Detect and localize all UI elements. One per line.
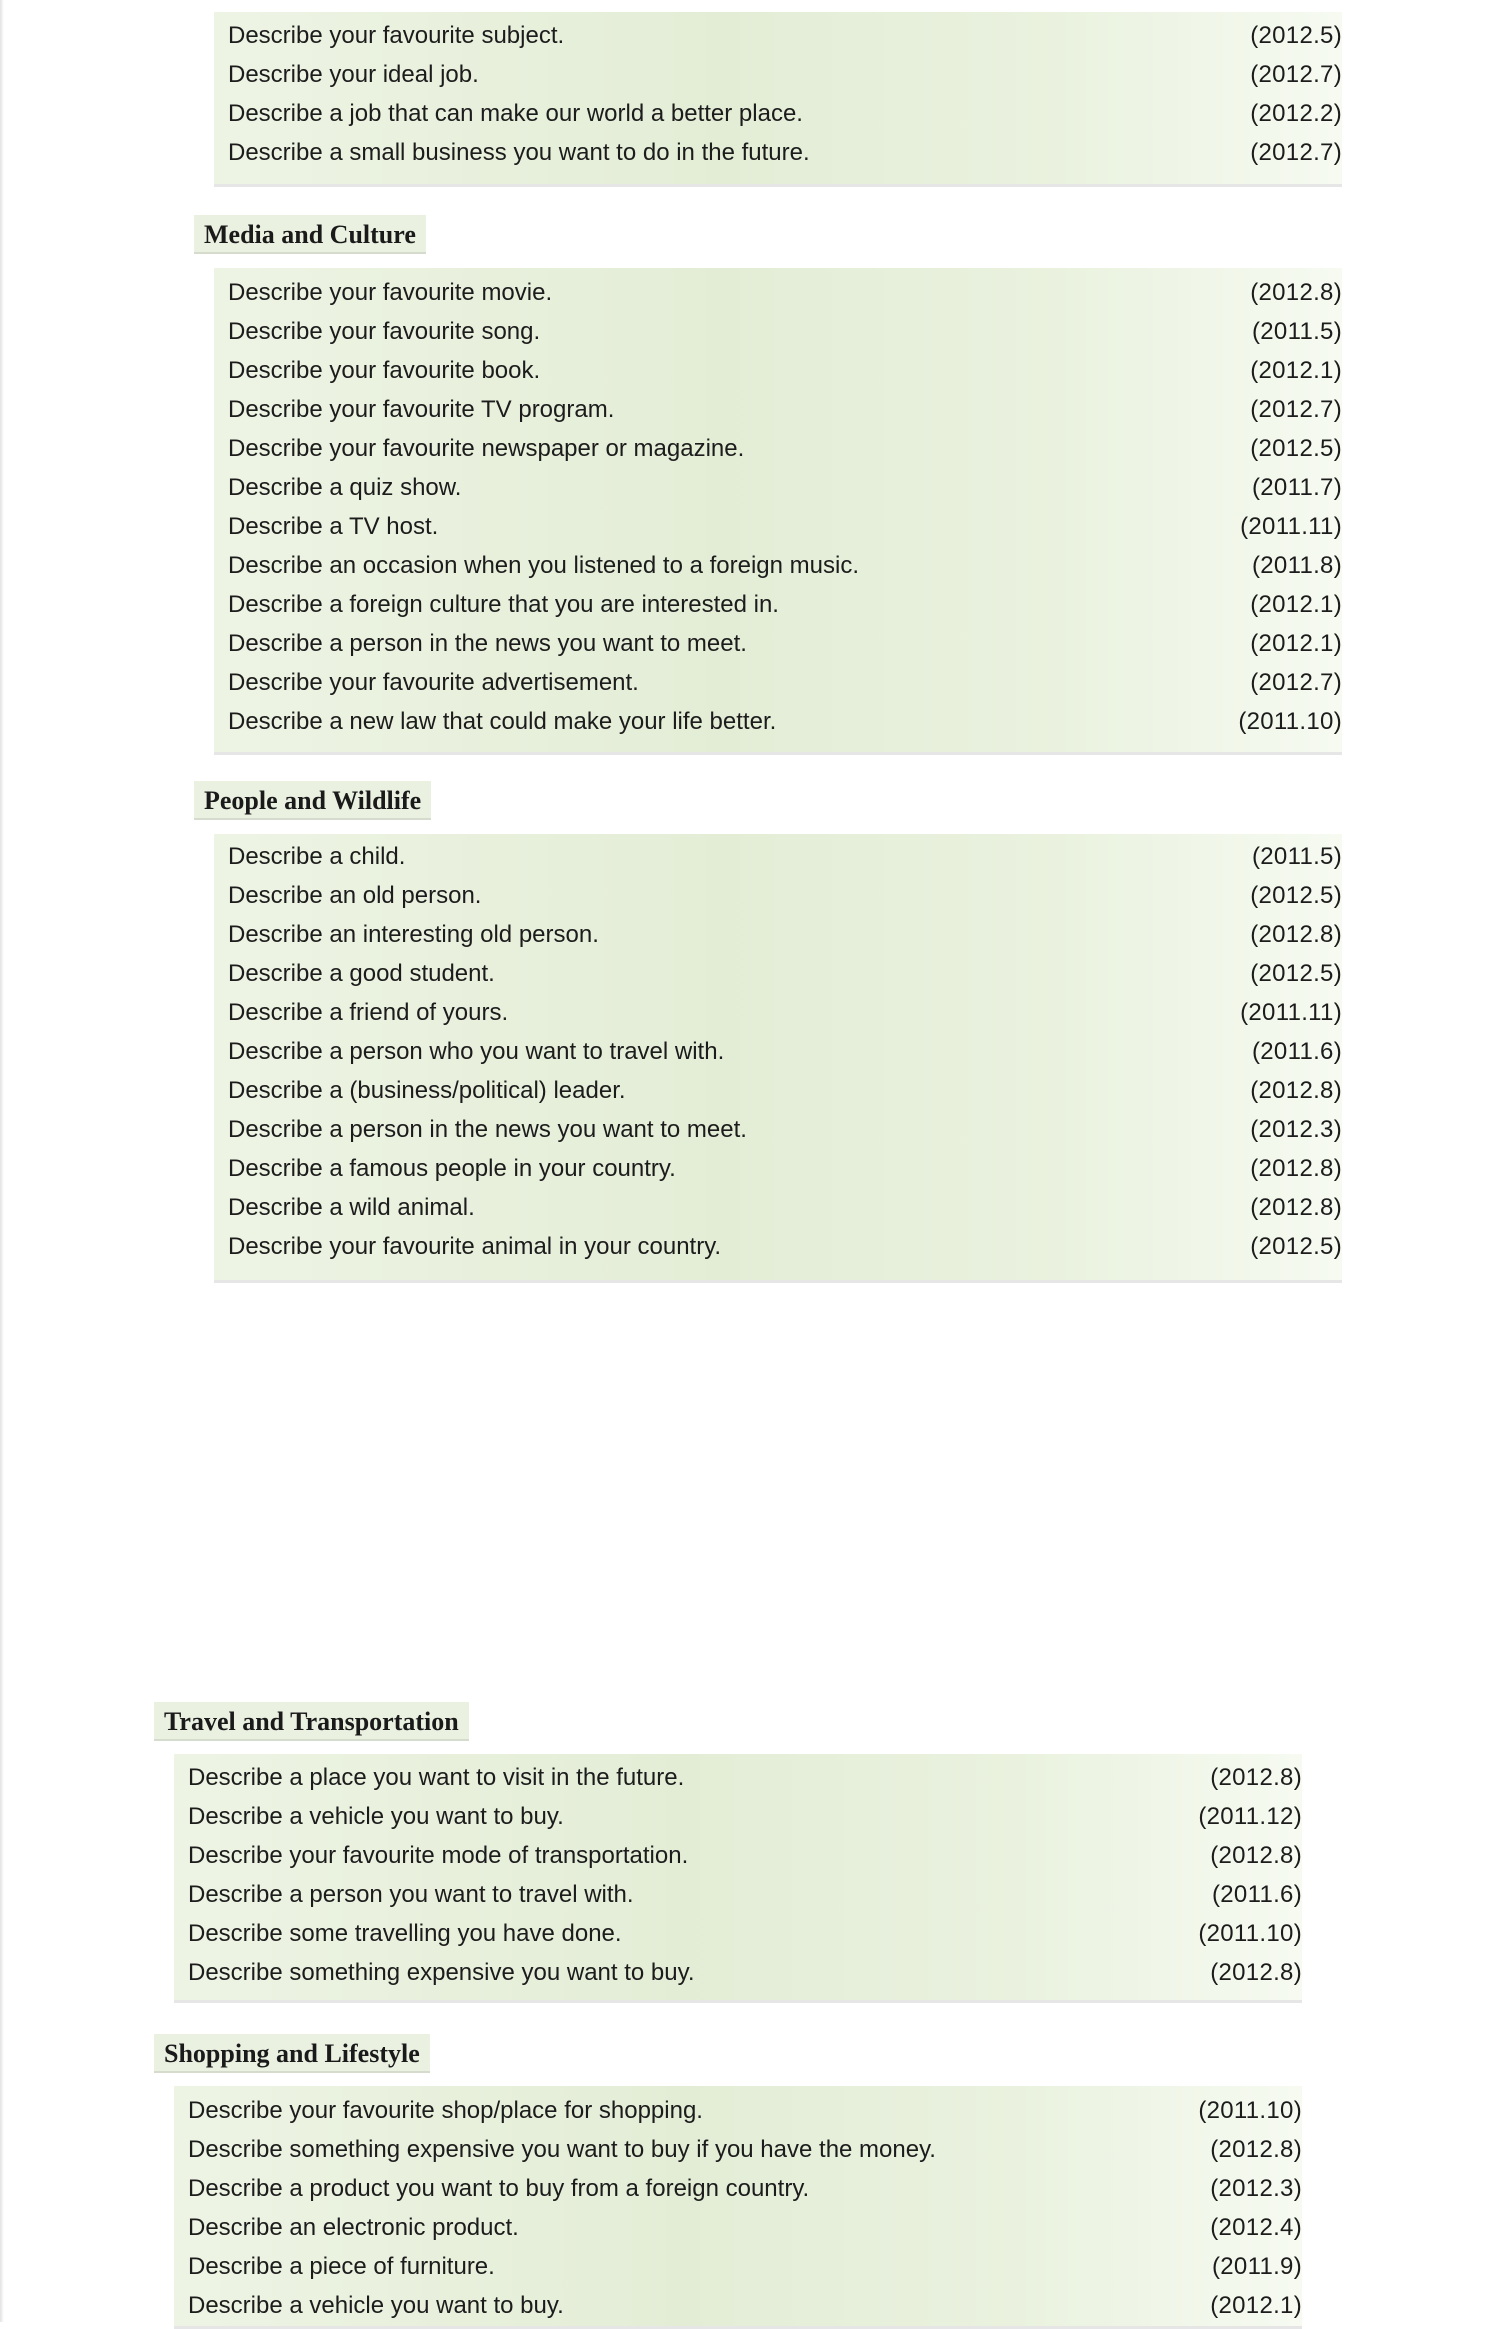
section-header-media: Media and Culture [194, 215, 426, 254]
topic-date: (2011.10) [1198, 2097, 1302, 2124]
topic-date: (2012.5) [1250, 1233, 1342, 1260]
list-item [174, 2247, 1302, 2286]
topic-date: (2012.1) [1250, 357, 1342, 384]
list-item [174, 2130, 1302, 2169]
topic-text: Describe a TV host. [228, 513, 439, 540]
topic-list-travel [174, 1754, 1302, 2003]
list-item [214, 94, 1342, 133]
list-item [214, 133, 1342, 172]
topic-text: Describe your favourite animal in your country. [228, 1233, 722, 1260]
list-item [214, 1032, 1342, 1071]
topic-text: Describe an electronic product. [188, 2214, 519, 2241]
topic-date: (2011.6) [1211, 1881, 1302, 1908]
topic-date: (2012.5) [1250, 22, 1342, 49]
topic-date: (2011.12) [1198, 1803, 1302, 1830]
list-item [174, 1797, 1302, 1836]
list-item [214, 624, 1342, 663]
topic-list-media [214, 268, 1342, 755]
list-item [214, 312, 1342, 351]
topic-text: Describe a place you want to visit in the future. [188, 1764, 685, 1791]
topic-text: Describe a quiz show. [228, 474, 462, 501]
topic-date: (2011.5) [1251, 843, 1342, 870]
topic-date: (2012.7) [1250, 61, 1342, 88]
topic-text: Describe a (business/political) leader. [228, 1077, 626, 1104]
list-item [214, 837, 1342, 876]
topic-text: Describe your ideal job. [228, 61, 479, 88]
topic-date: (2012.8) [1250, 1077, 1342, 1104]
list-item [174, 1836, 1302, 1875]
list-item [214, 585, 1342, 624]
topic-date: (2011.11) [1240, 999, 1342, 1026]
topic-date: (2012.8) [1210, 1842, 1302, 1869]
list-item [174, 1914, 1302, 1953]
list-item [174, 2169, 1302, 2208]
topic-date: (2011.9) [1211, 2253, 1302, 2280]
topic-text: Describe a person in the news you want to meet. [228, 1116, 747, 1143]
topic-text: Describe your favourite TV program. [228, 396, 615, 423]
list-item [214, 507, 1342, 546]
list-item [214, 663, 1342, 702]
topic-text: Describe your favourite book. [228, 357, 541, 384]
topic-text: Describe a job that can make our world a better place. [228, 100, 803, 127]
topic-text: Describe your favourite mode of transportation. [188, 1842, 689, 1869]
list-item [214, 993, 1342, 1032]
list-item [214, 55, 1342, 94]
list-item [214, 1188, 1342, 1227]
list-item [174, 2208, 1302, 2247]
list-item [214, 16, 1342, 55]
topic-date: (2011.5) [1251, 318, 1342, 345]
topic-text: Describe a vehicle you want to buy. [188, 2292, 564, 2319]
list-item [214, 1149, 1342, 1188]
list-item [174, 1953, 1302, 1992]
list-item [174, 1758, 1302, 1797]
topic-date: (2012.7) [1250, 139, 1342, 166]
topic-date: (2012.8) [1250, 1194, 1342, 1221]
topic-text: Describe a person who you want to travel with. [228, 1038, 725, 1065]
list-item [214, 429, 1342, 468]
topic-text: Describe a person you want to travel with. [188, 1881, 634, 1908]
list-item [214, 351, 1342, 390]
topic-date: (2012.7) [1250, 669, 1342, 696]
topic-text: Describe some travelling you have done. [188, 1920, 622, 1947]
topic-date: (2011.10) [1198, 1920, 1302, 1947]
list-item [214, 915, 1342, 954]
topic-text: Describe an occasion when you listened to a foreign music. [228, 552, 860, 579]
topic-text: Describe your favourite movie. [228, 279, 553, 306]
topic-text: Describe a small business you want to do in the future. [228, 139, 810, 166]
list-item [214, 546, 1342, 585]
list-item [214, 273, 1342, 312]
topic-list-people [214, 834, 1342, 1283]
section-header-people: People and Wildlife [194, 781, 431, 820]
list-item [214, 1110, 1342, 1149]
topic-date: (2012.7) [1250, 396, 1342, 423]
topic-text: Describe a friend of yours. [228, 999, 509, 1026]
topic-date: (2012.5) [1250, 960, 1342, 987]
topic-date: (2012.8) [1210, 1764, 1302, 1791]
topic-date: (2012.1) [1210, 2292, 1302, 2319]
topic-date: (2011.6) [1251, 1038, 1342, 1065]
topic-date: (2011.11) [1240, 513, 1342, 540]
topic-text: Describe a person in the news you want to meet. [228, 630, 747, 657]
topic-date: (2012.4) [1210, 2214, 1302, 2241]
topic-date: (2012.8) [1250, 921, 1342, 948]
list-item [214, 876, 1342, 915]
topic-text: Describe a famous people in your country. [228, 1155, 676, 1182]
topic-text: Describe your favourite subject. [228, 22, 565, 49]
list-item [174, 1875, 1302, 1914]
topic-date: (2012.1) [1250, 630, 1342, 657]
topic-date: (2011.10) [1238, 708, 1342, 735]
topic-text: Describe your favourite newspaper or magazine. [228, 435, 745, 462]
topic-text: Describe a product you want to buy from a foreign country. [188, 2175, 810, 2202]
topic-text: Describe an old person. [228, 882, 482, 909]
list-item [214, 702, 1342, 741]
topic-list-shopping [174, 2086, 1302, 2329]
topic-text: Describe an interesting old person. [228, 921, 599, 948]
list-item [174, 2286, 1302, 2325]
topic-date: (2012.8) [1250, 279, 1342, 306]
topic-date: (2011.8) [1251, 552, 1342, 579]
topic-date: (2012.8) [1210, 2136, 1302, 2163]
topic-text: Describe a vehicle you want to buy. [188, 1803, 564, 1830]
topic-date: (2012.3) [1210, 2175, 1302, 2202]
topic-text: Describe a piece of furniture. [188, 2253, 495, 2280]
list-item [174, 2091, 1302, 2130]
topic-date: (2012.3) [1250, 1116, 1342, 1143]
topic-text: Describe your favourite shop/place for shopping. [188, 2097, 703, 2124]
topic-text: Describe a good student. [228, 960, 495, 987]
section-header-travel: Travel and Transportation [154, 1702, 469, 1741]
topic-text: Describe a wild animal. [228, 1194, 475, 1221]
topic-text: Describe your favourite advertisement. [228, 669, 639, 696]
page-edge [0, 0, 4, 2322]
section-header-shopping: Shopping and Lifestyle [154, 2034, 430, 2073]
topic-date: (2012.5) [1250, 435, 1342, 462]
topic-text: Describe your favourite song. [228, 318, 541, 345]
list-item [214, 468, 1342, 507]
list-item [214, 954, 1342, 993]
topic-text: Describe a foreign culture that you are interested in. [228, 591, 779, 618]
topic-date: (2011.7) [1251, 474, 1342, 501]
topic-date: (2012.2) [1250, 100, 1342, 127]
list-item [214, 390, 1342, 429]
topic-date: (2012.8) [1250, 1155, 1342, 1182]
topic-text: Describe something expensive you want to buy. [188, 1959, 695, 1986]
topic-list-jobs [214, 12, 1342, 187]
topic-date: (2012.1) [1250, 591, 1342, 618]
topic-text: Describe something expensive you want to buy if you have the money. [188, 2136, 936, 2163]
topic-date: (2012.8) [1210, 1959, 1302, 1986]
topic-text: Describe a child. [228, 843, 406, 870]
list-item [214, 1071, 1342, 1110]
topic-text: Describe a new law that could make your life better. [228, 708, 777, 735]
list-item [214, 1227, 1342, 1266]
topic-date: (2012.5) [1250, 882, 1342, 909]
